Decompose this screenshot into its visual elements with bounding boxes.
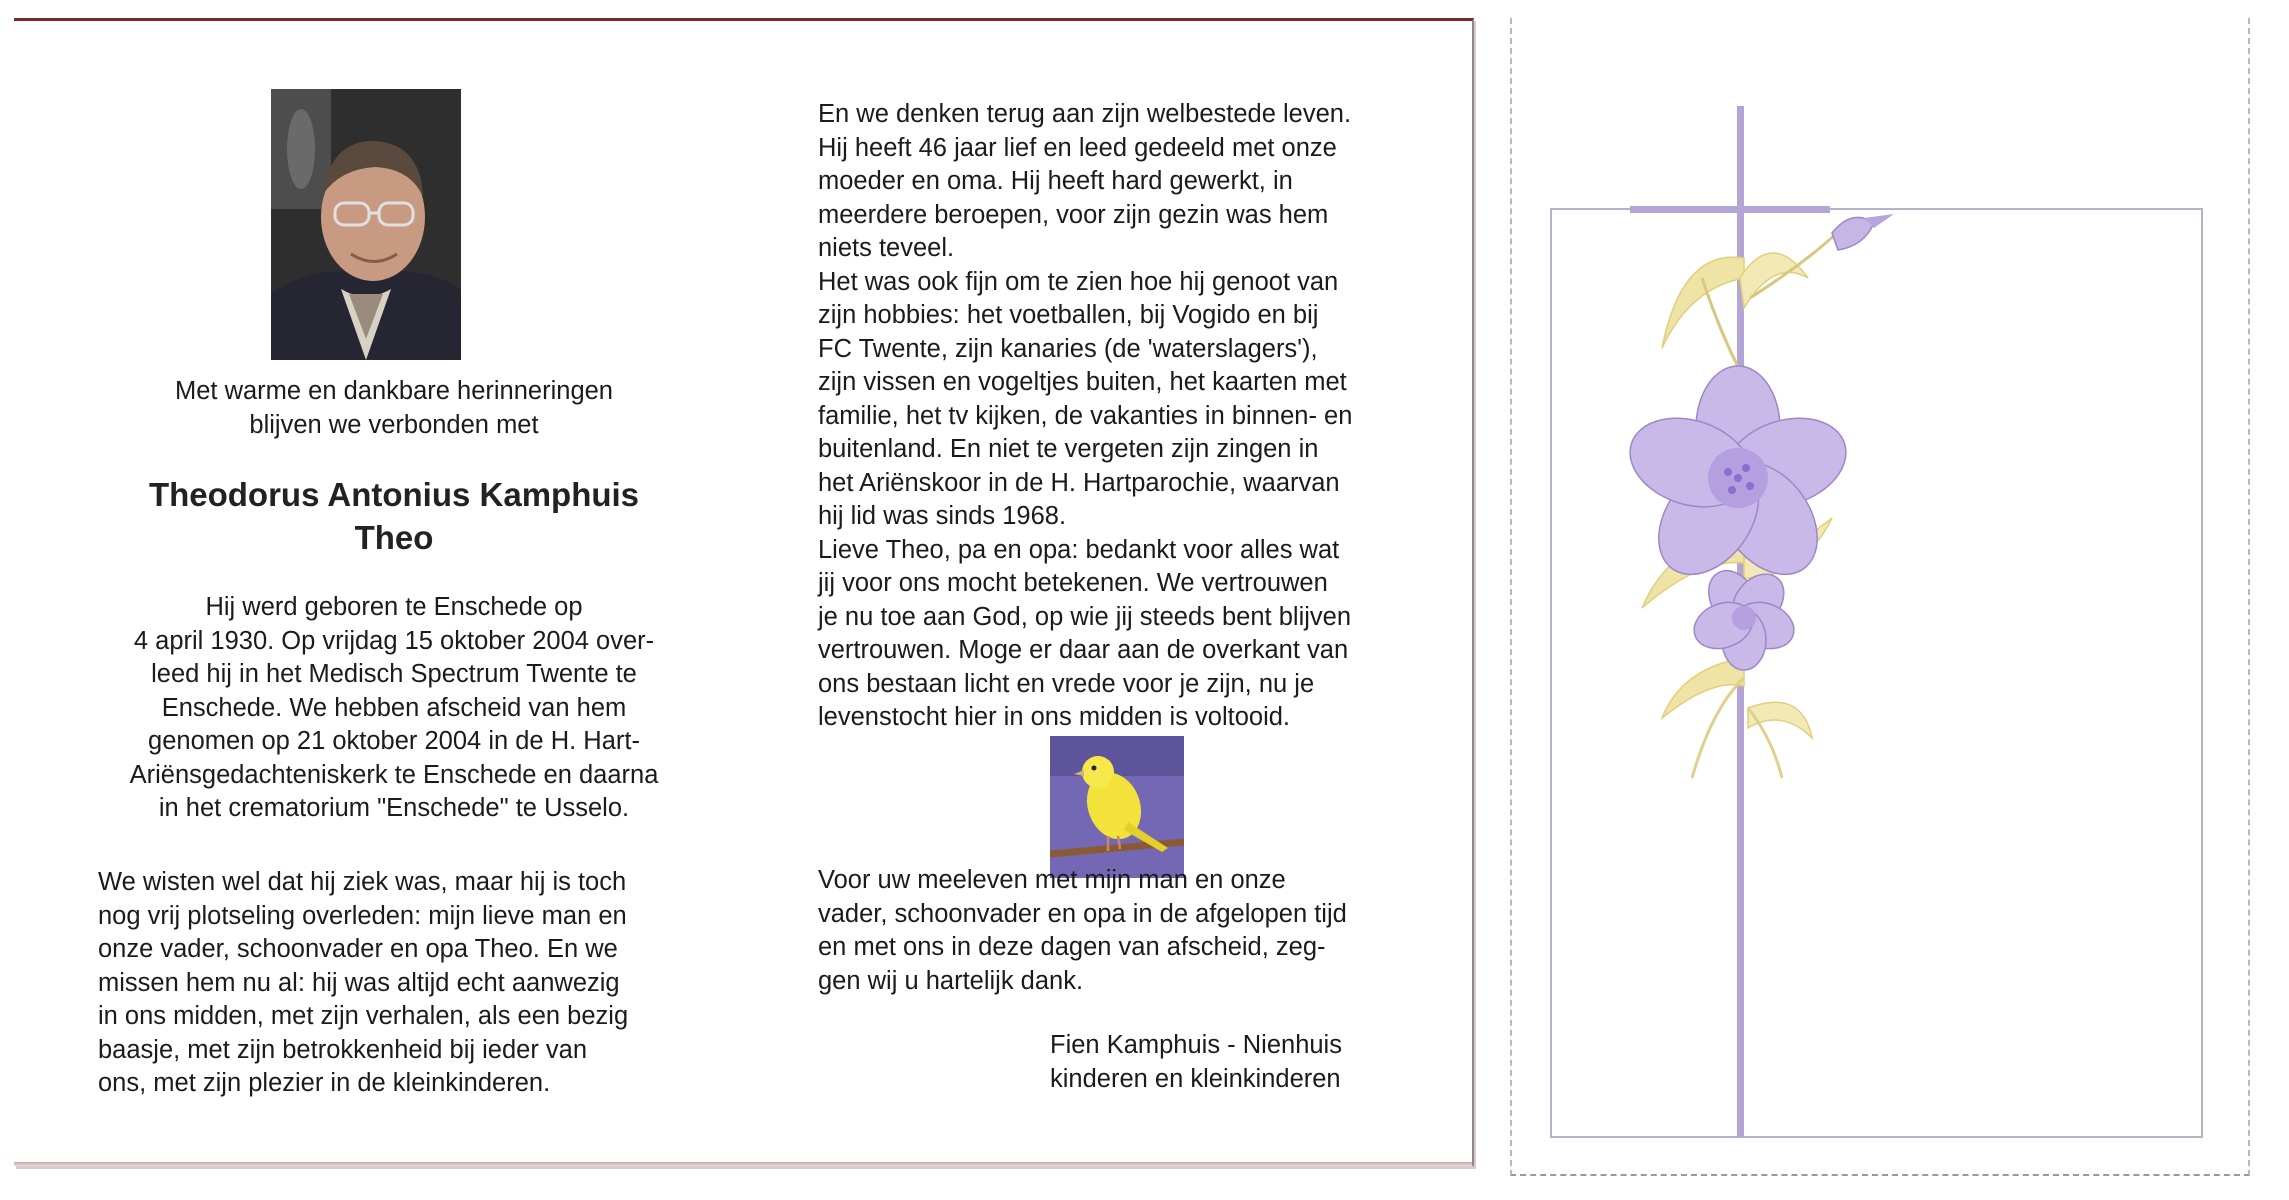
paragraph-line: FC Twente, zijn kanaries (de 'waterslagers'),	[818, 334, 1318, 363]
biography-line: in het crematorium "Enschede" te Usselo.	[158, 794, 630, 822]
paragraph-line: zijn hobbies: het voetballen, bij Vogido en bij	[818, 301, 1319, 329]
paragraph-line: meerdere beroepen, voor zijn gezin was hem	[818, 200, 1329, 229]
paragraph-line: en met ons in deze dagen van afscheid, zeg-	[818, 933, 1326, 961]
paragraph-line: het Ariënskoor in de H. Hartparochie, waarvan	[818, 468, 1340, 497]
paragraph-line: niets teveel.	[818, 234, 955, 262]
paragraph-line: vader, schoonvader en opa in de afgelopen tijd	[818, 899, 1347, 928]
paragraph-line: familie, het tv kijken, de vakanties in binnen- en	[818, 401, 1353, 430]
paragraph-line: nog vrij plotseling overleden: mijn lieve man en	[98, 901, 627, 930]
paragraph-line: missen hem nu al: hij was altijd echt aanwezig	[98, 968, 620, 997]
full-name: Theodorus Antonius Kamphuis	[148, 476, 640, 513]
portrait-illustration	[271, 89, 461, 360]
paragraph-line: ons, met zijn plezier in de kleinkinderen.	[98, 1069, 551, 1097]
paragraph-line: baasje, met zijn betrokkenheid bij ieder van	[98, 1035, 588, 1064]
signature	[1050, 1029, 1410, 1096]
biography-line: Enschede. We hebben afscheid van hem	[161, 693, 627, 722]
missing-paragraph	[98, 866, 688, 1101]
leaf	[1662, 257, 1744, 348]
paragraph-line: Voor uw meeleven met mijn man en onze	[818, 866, 1286, 894]
paragraph-line: Lieve Theo, pa en opa: bedankt voor alles wat	[818, 535, 1340, 564]
canary-photo	[1050, 736, 1184, 878]
memorial-card-inner	[14, 18, 1474, 1166]
portrait-photo	[271, 89, 461, 360]
paragraph-line: En we denken terug aan zijn welbestede leven.	[818, 100, 1352, 128]
cross-and-flowers-illustration	[1512, 18, 2252, 1176]
biography-line: leed hij in het Medisch Spectrum Twente te	[151, 660, 637, 688]
memorial-card-cover	[1510, 18, 2250, 1176]
paragraph-line: hij lid was sinds 1968.	[818, 502, 1067, 530]
paragraph-line: Het was ook fijn om te zien hoe hij genoot van	[818, 267, 1339, 296]
intro-text	[74, 375, 714, 442]
paragraph-line: onze vader, schoonvader en opa Theo. En we	[98, 935, 618, 963]
small-flower	[1688, 562, 1801, 670]
biography-paragraph	[74, 591, 714, 826]
paragraph-line: gen wij u hartelijk dank.	[818, 966, 1084, 995]
biography-line: Ariënsgedachteniskerk te Enschede en daarna	[129, 760, 659, 789]
flower-bud	[1832, 217, 1874, 250]
intro-line: Met warme en dankbare herinneringen	[174, 377, 613, 405]
paragraph-line: je nu toe aan God, op wie jij steeds bent blijven	[818, 602, 1352, 631]
paragraph-line: levenstocht hier in ons midden is voltooid.	[818, 703, 1291, 731]
thanks-paragraph	[818, 864, 1408, 998]
cross-horizontal	[1630, 206, 1830, 213]
signature-line: Fien Kamphuis - Nienhuis	[1050, 1031, 1342, 1059]
intro-line: blijven we verbonden met	[249, 410, 539, 439]
deceased-name-block	[74, 473, 714, 559]
paragraph-line: zijn vissen en vogeltjes buiten, het kaarten met	[818, 368, 1347, 396]
paragraph-line: ons bestaan licht en vrede voor je zijn, nu je	[818, 669, 1315, 698]
card-edge	[14, 1162, 1472, 1166]
paragraph-line: moeder en oma. Hij heeft hard gewerkt, in	[818, 167, 1293, 195]
biography-line: 4 april 1930. Op vrijdag 15 oktober 2004 over-	[133, 626, 655, 655]
life-paragraph	[818, 98, 1410, 735]
paragraph-line: Hij heeft 46 jaar lief en leed gedeeld met onze	[818, 133, 1337, 162]
leaf	[1662, 658, 1744, 718]
biography-line: Hij werd geboren te Enschede op	[205, 593, 583, 621]
paragraph-line: in ons midden, met zijn verhalen, als een bezig	[98, 1002, 629, 1030]
paragraph-line: vertrouwen. Moge er daar aan de overkant van	[818, 636, 1349, 664]
paragraph-line: We wisten wel dat hij ziek was, maar hij is toch	[98, 868, 627, 896]
paragraph-line: jij voor ons mocht betekenen. We vertrouwen	[818, 569, 1328, 597]
biography-line: genomen op 21 oktober 2004 in de H. Hart-	[148, 727, 640, 755]
nickname: Theo	[354, 519, 434, 556]
signature-line: kinderen en kleinkinderen	[1050, 1064, 1341, 1093]
canary-illustration	[1050, 736, 1184, 878]
paragraph-line: buitenland. En niet te vergeten zijn zingen in	[818, 435, 1319, 463]
